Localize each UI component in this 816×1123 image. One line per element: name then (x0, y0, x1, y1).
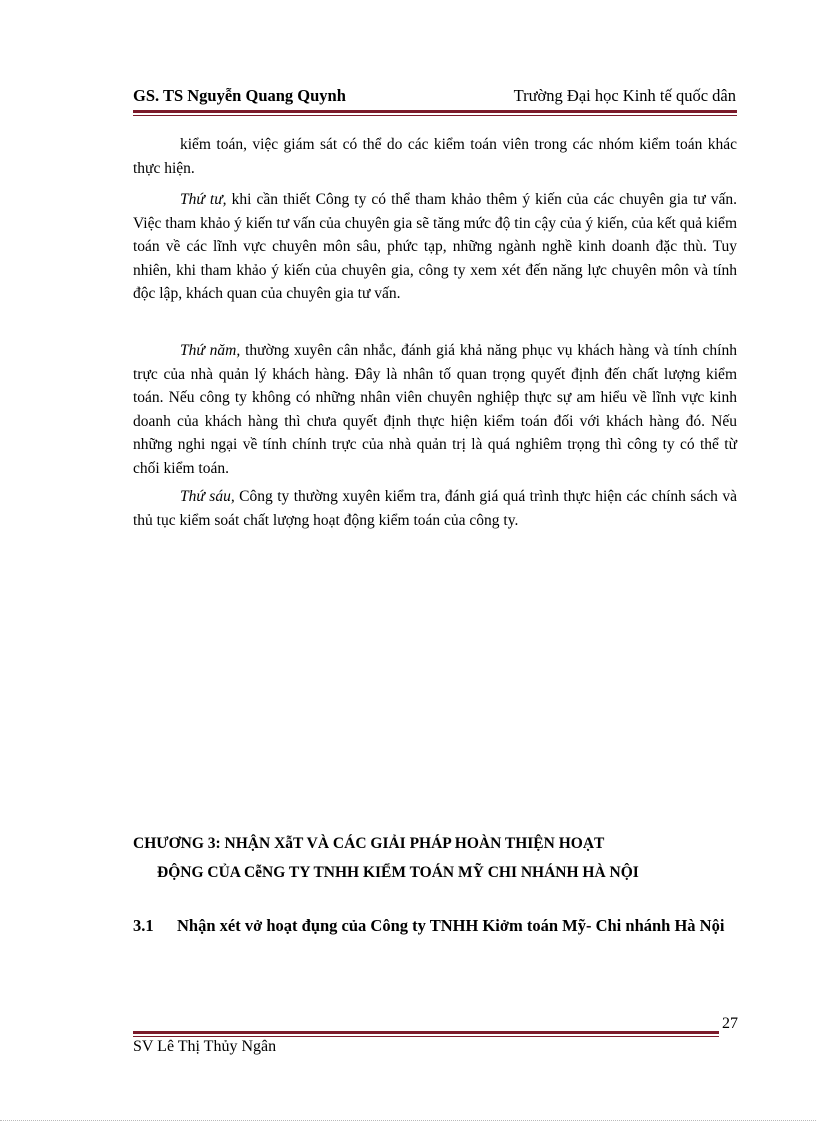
section-heading (133, 913, 737, 938)
paragraph-thu-tu: Thứ tư, khi cần thiết Công ty có thể tham khảo thêm ý kiến của các chuyên gia tư vấn. Việc tham khảo ý kiến tư vấn của chuyên gia sẽ tăng mức độ tin cậy của ý kiến, của kết quả kiểm toán về các lĩnh vực chuyên môn sâu, phức tạp, những ngành nghề kinh doanh đặc thù. Tuy nhiên, khi tham khảo ý kiến của chuyên gia, công ty xem xét đến năng lực chuyên môn và tính độc lập, khách quan của chuyên gia tư vấn. (133, 191, 737, 302)
paragraph-thu-sau: Thứ sáu, Công ty thường xuyên kiểm tra, đánh giá quá trình thực hiện các chính sách và thủ tục kiểm soát chất lượng hoạt động kiểm toán của công ty. (133, 488, 737, 529)
header-institution: Trường Đại học Kinh tế quốc dân (513, 86, 736, 105)
footer-rule-thin (133, 1036, 719, 1037)
paragraph-lead: Thứ tư, (180, 191, 227, 208)
paragraph-continuation: kiểm toán, việc giám sát có thể do các kiểm toán viên trong các nhóm kiểm toán khác thực hiện. (133, 136, 737, 177)
chapter-heading-line1: CHƯƠNG 3: NHẬN XẫT VÀ CÁC GIẢI PHÁP HOÀN THIỆN HOẠT (133, 835, 605, 852)
section-number: 3.1 (133, 916, 154, 935)
footer-student: SV Lê Thị Thủy Ngân (133, 1038, 277, 1055)
chapter-heading (133, 829, 753, 887)
paragraph-lead: Thứ sáu, (180, 488, 235, 505)
footer-rule (133, 1031, 719, 1034)
header-author: GS. TS Nguyễn Quang Quynh (133, 86, 346, 105)
header-rule-thin (133, 115, 737, 116)
page-edge-divider (0, 1120, 816, 1121)
header-rule (133, 110, 737, 113)
paragraph-thu-nam: Thứ năm, thường xuyên cân nhắc, đánh giá khả năng phục vụ khách hàng và tính chính trực của nhà quản lý khách hàng. Đây là nhân tố quan trọng quyết định đến chất lượng kiểm toán. Nếu công ty không có những nhân viên chuyên nghiệp thực sự am hiểu về lĩnh vực kinh doanh của khách hàng thì chưa quyết định thực hiện kiểm toán đối với khách hàng đó. Nếu những nghi ngại về tính chính trực của nhà quản trị là quá nghiêm trọng thì công ty có thể từ chối kiểm toán. (133, 342, 737, 477)
page-number: 27 (722, 1015, 738, 1032)
section-title: Nhận xét vở hoạt đụng của Công ty TNHH Kiởm toán Mỹ- Chi nhánh Hà Nội (177, 916, 725, 935)
chapter-heading-line2: ĐỘNG CỦA CễNG TY TNHH KIỂM TOÁN MỸ CHI NHÁNH HÀ NỘI (157, 864, 639, 881)
paragraph-lead: Thứ năm, (180, 342, 241, 359)
